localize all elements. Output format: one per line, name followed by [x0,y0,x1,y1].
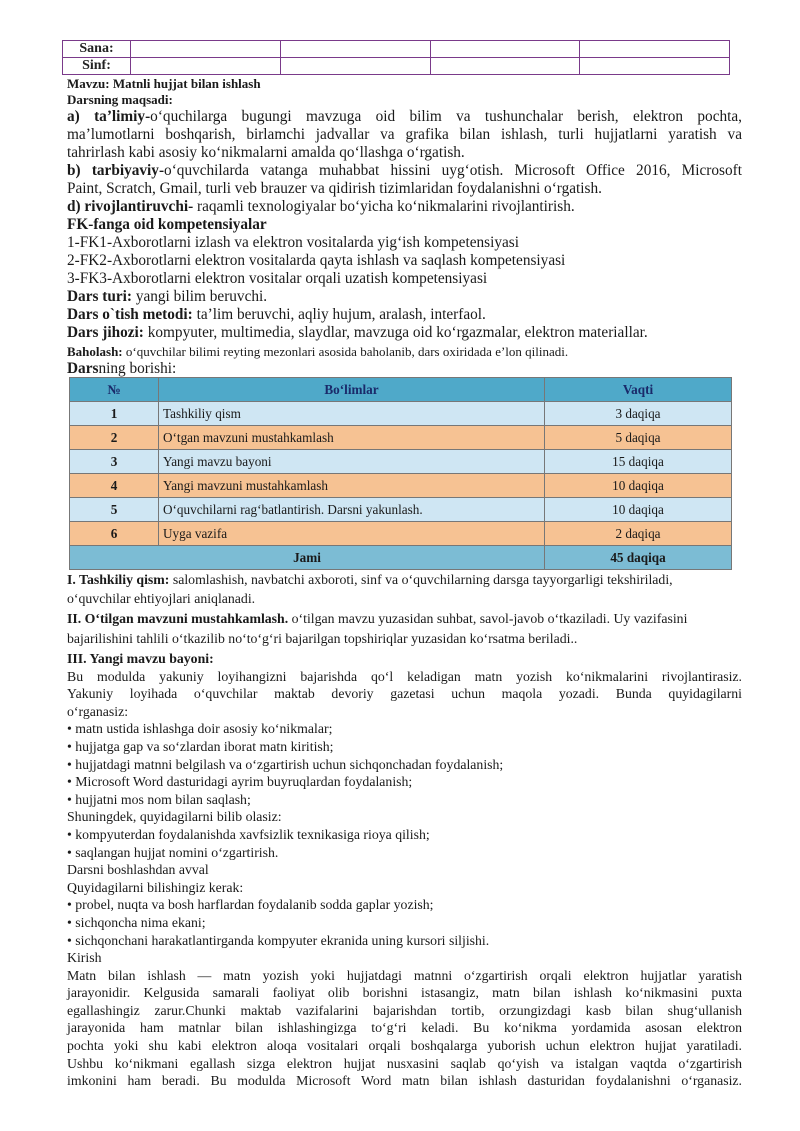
goal-upbringing-cont: Paint, Scratch, Gmail, turli veb brauzer va qidirish tizimlaridan foydalanishni o‘rgatish. [67,180,602,197]
list-item: • Microsoft Word dasturidagi ayrim buyruqlardan foydalanish; [67,773,742,791]
sana-cell[interactable] [131,41,281,58]
competencies-title: FK-fanga oid kompetensiyalar [67,216,267,233]
row-section: Tashkiliy qism [159,402,545,426]
sinf-cell[interactable] [580,58,730,75]
sana-cell[interactable] [580,41,730,58]
row-time: 5 daqiqa [545,426,732,450]
goal-a-label: a) ta’limiy- [67,108,151,125]
total-time: 45 daqiqa [545,546,732,570]
list-item: • saqlangan hujjat nomini o‘zgartirish. [67,844,742,862]
section-2-cont: bajarilishini tahlili o‘tkazilib no‘to‘g‘ri bajarilgan topshiriqlar yuzasidan ko‘rsatma beriladi.. [67,630,578,646]
lesson-method-value: ta’lim beruvchi, aqliy hujum, aralash, interfaol. [192,306,486,323]
prerequisites-list [67,896,742,949]
competency-3: 3-FK3-Axborotlarni elektron vositalar orqali uzatish kompetensiyasi [67,270,488,287]
also-learn-list [67,826,742,861]
table-row [70,474,732,498]
goal-educational [67,108,742,126]
intro-line: egallashingiz zarur.Chunki maktab vazifalarini bajarishdan tortib, orzungizdagi kasb bilan shug‘ullanish [67,1002,742,1018]
table-row [70,450,732,474]
assessment-value: o‘quvchilar bilimi reyting mezonlari asosida baholanib, dars oxiridada e’lon qilinadi. [122,344,569,359]
intro-line: jarayonida ham matnlar bilan ishlashingizga to‘g‘ri keladi. Bu ko‘nikma yordamida asosan elektron [67,1020,742,1036]
sinf-label: Sinf: [63,58,131,75]
before-start: Darsni boshlashdan avval [67,862,209,878]
row-number: 4 [70,474,159,498]
lesson-sections-table [69,377,732,570]
lesson-equipment-value: kompyuter, multimedia, slaydlar, mavzuga oid ko‘rgazmalar, elektron materiallar. [143,324,648,341]
section-1 [67,571,742,589]
intro-line: jarayonidir. Kelgusida samarali faoliyat olib borishni istasangiz, matn bilan ishlash ko‘nikmasini puxta [67,985,742,1001]
row-section: O‘quvchilarni rag‘batlantirish. Darsni yakunlash. [159,498,545,522]
table-header-row [70,378,732,402]
goals-title: Darsning maqsadi: [67,92,173,107]
row-section: Yangi mavzuni mustahkamlash [159,474,545,498]
goal-d-label: d) rivojlantiruvchi- [67,198,194,215]
competency-1: 1-FK1-Axborotlarni izlash va elektron vositalarda yig‘ish kompetensiyasi [67,234,520,251]
sana-label: Sana: [63,41,131,58]
goal-d-text: raqamli texnologiyalar bo‘yicha ko‘nikmalarini rivojlantirish. [193,198,575,215]
goal-educational-cont: tahrirlash kabi asosiy ko‘nikmalarni amalda qo‘llashga o‘rgatish. [67,144,465,161]
list-item: • probel, nuqta va bosh harflardan foydalanib sodda gaplar yozish; [67,896,742,914]
row-time: 10 daqiqa [545,474,732,498]
section-1-cont: o‘quvchilar ehtiyojlari aniqlanadi. [67,590,256,606]
assessment [67,342,742,361]
intro-line: Matn bilan ishlash — matn yozish yoki hujjatdagi matnni o‘zgartirish orqali elektron hujjatlar yaratish [67,967,742,983]
goal-educational-cont: ma’lumotlarni boshqarish, birlamchi jadvallar va grafika bilan ishlash, turli hujjatlarni yaratish va [67,126,742,143]
row-time: 15 daqiqa [545,450,732,474]
lesson-equipment [67,324,742,342]
section-3-paragraph: Bu modulda yakuniy loyihangizni bajarishda qo‘l keladigan matn yozish ko‘nikmalarini rivojlantirasiz. [67,668,742,684]
lesson-type-label: Dars turi: [67,288,132,305]
intro-heading: Kirish [67,950,102,966]
skills-list [67,720,742,808]
list-item: • sichqonchani harakatlantirganda kompyuter ekranida uning kursori siljishi. [67,932,742,950]
goal-upbringing [67,162,742,180]
row-section: O‘tgan mavzuni mustahkamlash [159,426,545,450]
topic-line: Mavzu: Matnli hujjat bilan ishlash [67,76,261,91]
sana-row [63,41,730,58]
intro-line: Ushbu ko‘nikmani egallash sizga elektron hujjat nusxasini saqlab qo‘yish va istalgan vaqtda o‘zgartirish [67,1055,742,1071]
row-number: 6 [70,522,159,546]
lesson-method [67,306,742,324]
row-section: Yangi mavzu bayoni [159,450,545,474]
section-3-title: III. Yangi mavzu bayoni: [67,650,214,666]
lesson-plan-page [67,40,742,1090]
section-3-paragraph: Yakuniy loyihada o‘quvchilar maktab devoriy gazetasi uchun maqola yozadi. Bunda quyidagilarni [67,686,742,702]
list-item: • hujjatdagi matnni belgilash va o‘zgartirish uchun sichqonchadan foydalanish; [67,756,742,774]
table-row [70,522,732,546]
list-item: • sichqoncha nima ekani; [67,914,742,932]
section-2 [67,609,742,629]
list-item: • hujjatga gap va so‘zlardan iborat matn kiritish; [67,738,742,756]
section-1-text: salomlashish, navbatchi axboroti, sinf va o‘quvchilarning darsga tayyorgarligi tekshiriladi, [169,572,673,587]
col-sections-header: Bo‘limlar [159,378,545,402]
section-3-paragraph: o‘rganasiz: [67,703,129,719]
sana-cell[interactable] [430,41,580,58]
intro-line: pochta yoki shu kabi elektron aloqa vositalari orqali boshqalarga yuborish uchun elektron hujjat yaratiladi. [67,1038,742,1054]
row-number: 1 [70,402,159,426]
section-2-label: II. O‘tilgan mavzuni mustahkamlash. [67,610,289,626]
col-time-header: Vaqti [545,378,732,402]
lesson-flow-title [67,361,742,377]
goal-b-text: o‘quvchilarda vatanga muhabbat hissini uyg‘otish. Microsoft Office 2016, Microsoft [164,162,742,179]
row-time: 3 daqiqa [545,402,732,426]
table-row [70,498,732,522]
sinf-cell[interactable] [131,58,281,75]
row-number: 3 [70,450,159,474]
section-1-label: I. Tashkiliy qism: [67,572,170,587]
sinf-cell[interactable] [430,58,580,75]
row-section: Uyga vazifa [159,522,545,546]
section-2-text: o‘tilgan mavzu yuzasidan suhbat, savol-javob o‘tkaziladi. Uy vazifasini [288,610,688,626]
list-item: • kompyuterdan foydalanishda xavfsizlik texnikasiga rioya qilish; [67,826,742,844]
lesson-type [67,288,742,306]
sinf-row [63,58,730,75]
assessment-label: Baholash: [67,344,123,359]
intro-line: imkonini ham beradi. Bu modulda Microsoft Word matn bilan ishlash dasturidan foydalanishni o‘rganasiz. [67,1073,742,1089]
must-know: Quyidagilarni bilishingiz kerak: [67,879,244,895]
table-total-row [70,546,732,570]
lesson-equipment-label: Dars jihozi: [67,324,144,341]
list-item: • hujjatni mos nom bilan saqlash; [67,791,742,809]
date-class-header-table [62,40,730,75]
goal-developing [67,198,742,216]
goal-b-label: b) tarbiyaviy- [67,162,165,179]
row-number: 5 [70,498,159,522]
lesson-type-value: yangi bilim beruvchi. [132,288,268,305]
row-time: 2 daqiqa [545,522,732,546]
table-row [70,426,732,450]
list-item: • matn ustida ishlashga doir asosiy ko‘nikmalar; [67,720,742,738]
row-number: 2 [70,426,159,450]
table-row [70,402,732,426]
sinf-cell[interactable] [280,58,430,75]
competency-2: 2-FK2-Axborotlarni elektron vositalarda qayta ishlash va saqlash kompetensiyasi [67,252,566,269]
sana-cell[interactable] [280,41,430,58]
also-learn: Shuningdek, quyidagilarni bilib olasiz: [67,809,282,825]
row-time: 10 daqiqa [545,498,732,522]
total-label: Jami [70,546,545,570]
col-number-header: № [70,378,159,402]
goal-a-text: o‘quchilarga bugungi mavzuga oid bilim va tushunchalar berish, elektron pochta, [150,108,742,125]
lesson-flow-bold: Dars [67,361,99,377]
lesson-flow-rest: ning borishi: [98,361,177,377]
lesson-method-label: Dars o`tish metodi: [67,306,193,323]
